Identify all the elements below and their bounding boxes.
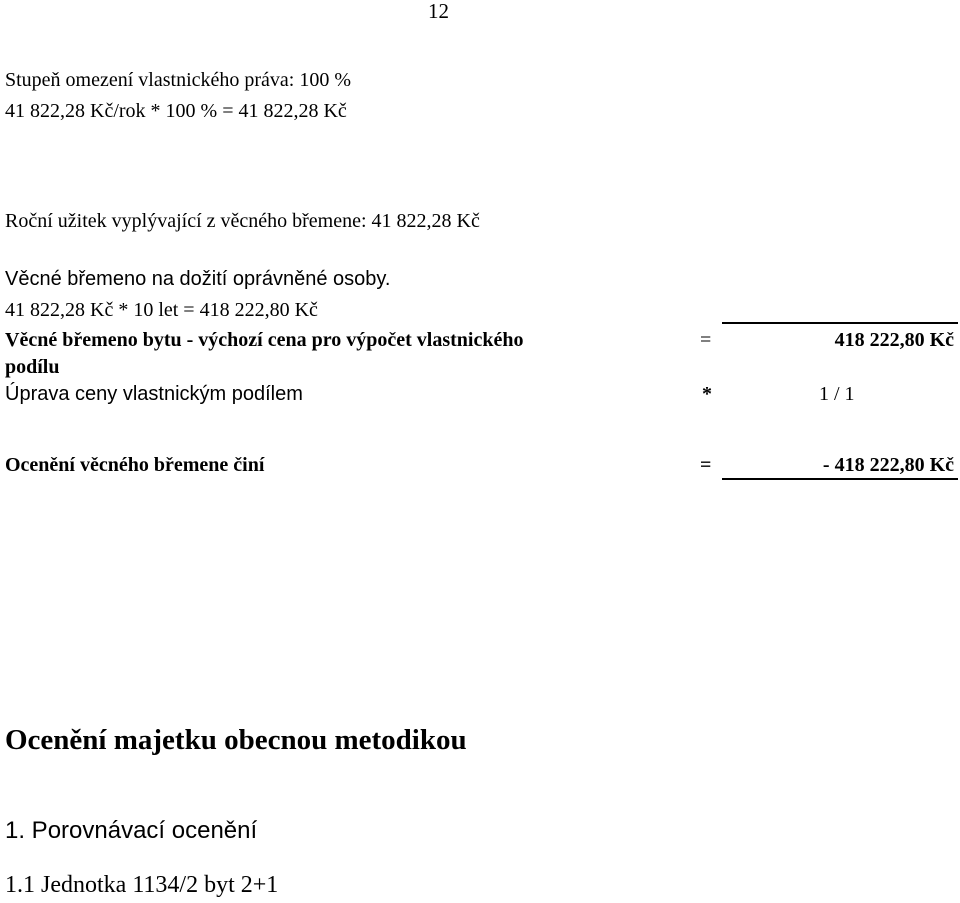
easement-note: Věcné břemeno na dožití oprávněné osoby. [5,268,391,290]
subsection-title: 1. Porovnávací ocenění [5,817,258,844]
annual-benefit-line: Roční užitek vyplývající z věcného břemene: 41 822,28 Kč [5,210,480,232]
ownership-restriction-calc: 41 822,28 Kč/rok * 100 % = 41 822,28 Kč [5,100,347,122]
value-top-rule [722,322,958,324]
row1-value: 418 222,80 Kč [834,329,954,351]
row3-label: Ocenění věcného břemene činí [5,454,265,476]
row2-value: 1 / 1 [819,383,855,405]
value-bottom-rule [722,478,958,480]
section-title: Ocenění majetku obecnou metodikou [5,724,467,756]
ownership-restriction-line: Stupeň omezení vlastnického práva: 100 % [5,69,352,91]
row2-operator: * [702,383,712,405]
subsubsection-title: 1.1 Jednotka 1134/2 byt 2+1 [5,872,279,898]
easement-calc: 41 822,28 Kč * 10 let = 418 222,80 Kč [5,299,318,321]
row1-operator: = [700,329,712,351]
row2-label: Úprava ceny vlastnickým podílem [5,383,303,405]
row1-label-line2: podílu [5,356,60,378]
page-number: 12 [428,0,449,23]
row3-value: - 418 222,80 Kč [822,454,954,476]
row1-label-line1: Věcné břemeno bytu - výchozí cena pro výpočet vlastnického [5,329,524,351]
row3-operator: = [700,454,712,476]
